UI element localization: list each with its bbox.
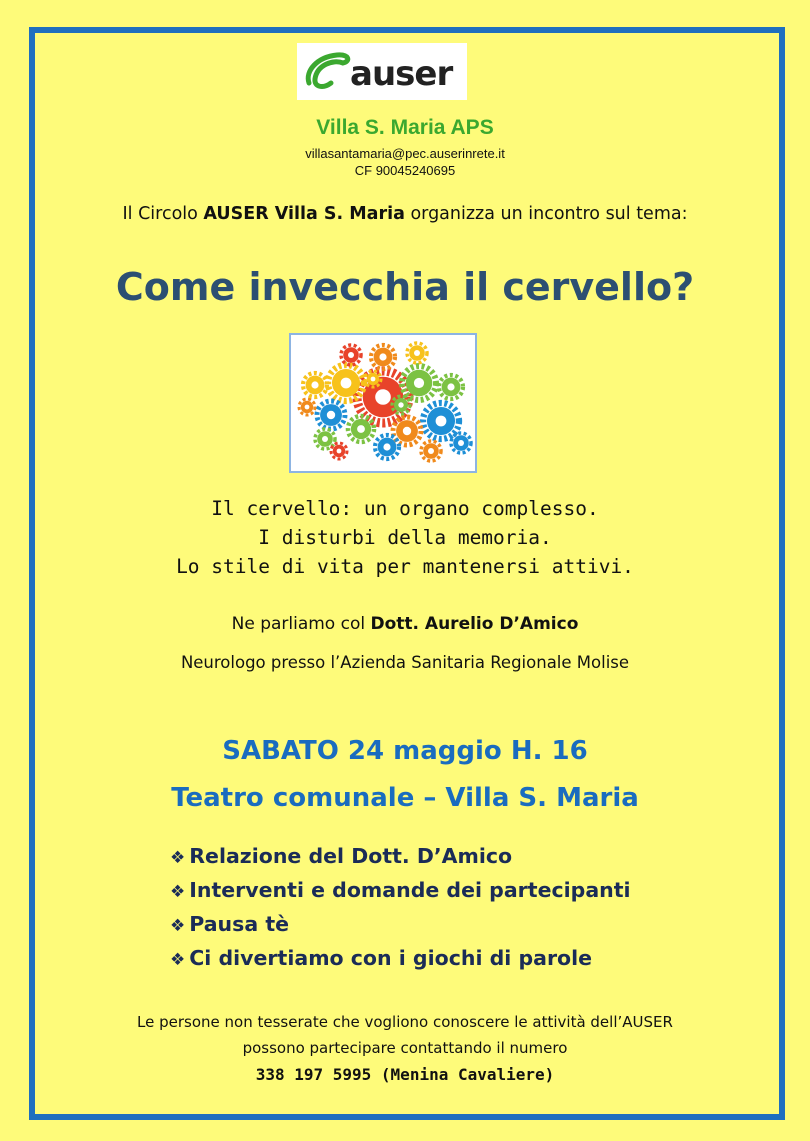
- speaker-prefix: Ne parliamo col: [231, 614, 371, 634]
- agenda-item: [170, 875, 631, 909]
- org-name: Villa S. Maria APS: [316, 116, 494, 139]
- speaker-name: Dott. Aurelio D’Amico: [370, 614, 579, 634]
- agenda-item-label: Ci divertiamo con i giochi di parole: [189, 946, 593, 970]
- intro-line: [0, 204, 810, 224]
- agenda-item: [170, 943, 631, 977]
- event-title: Come invecchia il cervello?: [115, 265, 695, 309]
- diamond-bullet-icon: ❖: [170, 950, 186, 970]
- diamond-bullet-icon: ❖: [170, 916, 186, 936]
- speaker-line: [0, 614, 810, 634]
- diamond-bullet-icon: ❖: [170, 882, 186, 902]
- topic-line: Il cervello: un organo complesso.: [211, 497, 599, 520]
- auser-swirl-icon: [303, 49, 353, 95]
- agenda-item: [170, 841, 631, 875]
- org-cf: CF 90045240695: [354, 163, 456, 178]
- logo-text: auser: [350, 54, 453, 94]
- topic-line: Lo stile di vita per mantenersi attivi.: [176, 555, 634, 578]
- footer-contact: 338 197 5995 (Menina Cavaliere): [255, 1065, 555, 1084]
- intro-suffix: organizza un incontro sul tema:: [404, 204, 688, 224]
- agenda-item: [170, 909, 631, 943]
- agenda-item-label: Interventi e domande dei partecipanti: [189, 878, 631, 902]
- agenda-item-label: Pausa tè: [189, 912, 290, 936]
- diamond-bullet-icon: ❖: [170, 848, 186, 868]
- event-place: Teatro comunale – Villa S. Maria: [171, 783, 639, 813]
- agenda-item-label: Relazione del Dott. D’Amico: [189, 844, 513, 868]
- brain-gears-icon: [291, 335, 475, 471]
- footer-line-1: Le persone non tesserate che vogliono conoscere le attività dell’AUSER: [137, 1013, 673, 1031]
- agenda-list: [170, 841, 631, 977]
- footer-line-2: possono partecipare contattando il numero: [242, 1039, 568, 1057]
- intro-bold: AUSER Villa S. Maria: [203, 204, 405, 224]
- topic-line: I disturbi della memoria.: [258, 526, 552, 549]
- event-date: SABATO 24 maggio H. 16: [222, 736, 588, 766]
- topics-block: [0, 494, 810, 581]
- brain-gears-image: [289, 333, 477, 473]
- org-email: villasantamaria@pec.auserinrete.it: [305, 146, 505, 161]
- speaker-role: Neurologo presso l’Azienda Sanitaria Regionale Molise: [180, 653, 630, 672]
- auser-logo: [297, 43, 467, 100]
- intro-prefix: Il Circolo: [122, 204, 204, 224]
